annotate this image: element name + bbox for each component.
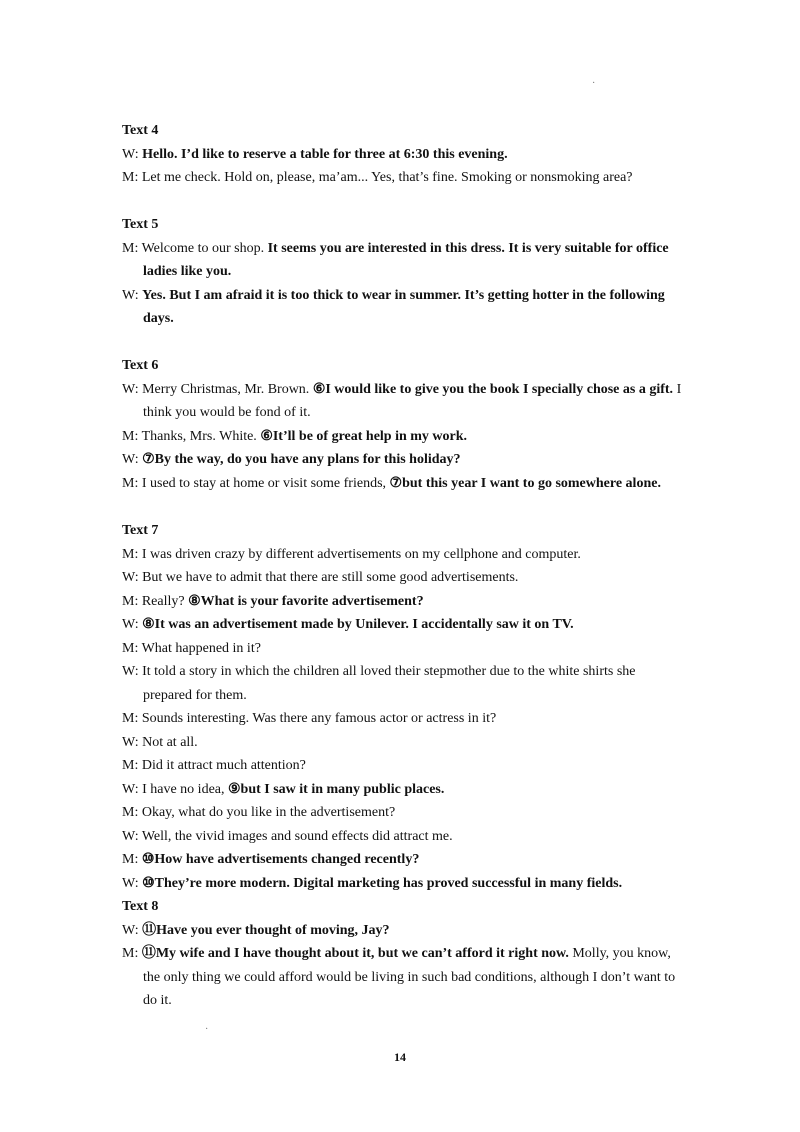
section-title: Text 5: [122, 217, 159, 232]
text-segment: M: Thanks, Mrs. White.: [122, 428, 261, 444]
bold-text: ⑥I would like to give you the book I specially chose as a gift.: [312, 381, 674, 397]
bold-text: ⑧What is your favorite advertisement?: [188, 593, 424, 609]
dialogue-line: [122, 660, 682, 707]
section-text-5: [122, 213, 682, 331]
bold-text: ⑪My wife and I have thought about it, but we can’t afford it right now.: [141, 946, 569, 961]
dialogue-line: [122, 919, 682, 943]
text-segment: M: Really?: [122, 593, 189, 609]
section-text-7: [122, 519, 682, 895]
text-segment: W:: [122, 922, 143, 938]
dialogue-line: [122, 143, 682, 167]
text-segment: W: But we have to admit that there are still some good advertisements.: [122, 570, 519, 585]
dialogue-line: [122, 448, 682, 472]
text-segment: W:: [122, 146, 143, 162]
dialogue-line: [122, 637, 682, 661]
text-segment: M: What happened in it?: [122, 640, 261, 656]
section-text-6: [122, 354, 682, 495]
text-segment: M:: [122, 852, 142, 867]
text-segment: W: Merry Christmas, Mr. Brown.: [122, 381, 313, 397]
text-segment: W:: [122, 287, 143, 303]
text-segment: W: I have no idea,: [122, 781, 228, 797]
text-segment: W: Well, the vivid images and sound effects did attract me.: [122, 828, 453, 844]
dialogue-line: [122, 801, 682, 825]
dialogue-line: [122, 543, 682, 567]
dialogue-line: [122, 378, 682, 425]
dialogue-line: [122, 778, 682, 802]
text-segment: M:: [122, 946, 142, 961]
dialogue-line: [122, 754, 682, 778]
text-segment: M: I used to stay at home or visit some friends,: [122, 475, 390, 491]
dialogue-line: [122, 590, 682, 614]
dialogue-line: [122, 848, 682, 872]
bold-text: ⑪Have you ever thought of moving, Jay?: [142, 922, 390, 938]
section-title: Text 8: [122, 899, 159, 914]
bold-text: ⑥It’ll be of great help in my work.: [260, 428, 468, 444]
text-segment: W:: [122, 452, 143, 467]
dialogue-line: [122, 825, 682, 849]
dialogue-line: [122, 425, 682, 449]
text-segment: M: Welcome to our shop.: [122, 240, 268, 256]
text-segment: M: Let me check. Hold on, please, ma’am... Yes, that’s fine. Smoking or nonsmoking area?: [122, 170, 633, 185]
scan-dot: ·: [205, 1024, 209, 1035]
dialogue-line: [122, 472, 682, 496]
text-segment: M: Sounds interesting. Was there any famous actor or actress in it?: [122, 711, 497, 726]
dialogue-line: [122, 731, 682, 755]
text-segment: M: Okay, what do you like in the advertisement?: [122, 805, 396, 820]
text-segment: W:: [122, 617, 143, 632]
bold-text: Hello. I’d like to reserve a table for three at 6:30 this evening.: [142, 146, 508, 162]
text-segment: Molly, you know, the only thing we could afford would be living in such bad conditions, although I don’t want to do it.: [143, 946, 676, 1008]
dialogue-line: [122, 942, 682, 1013]
bold-text: ⑦By the way, do you have any plans for this holiday?: [142, 452, 461, 467]
section-title: Text 4: [122, 123, 159, 138]
dialogue-line: [122, 166, 682, 190]
section-title: Text 6: [122, 358, 159, 373]
scan-dot: ·: [592, 78, 596, 89]
section-title: Text 7: [122, 523, 159, 538]
bold-text: ⑧It was an advertisement made by Unilever. I accidentally saw it on TV.: [142, 617, 574, 632]
text-segment: W: It told a story in which the children all loved their stepmother due to the white shirts she prepared for them.: [122, 664, 636, 703]
bold-text: ⑨but I saw it in many public places.: [228, 781, 445, 797]
dialogue-line: [122, 566, 682, 590]
dialogue-line: [122, 237, 682, 284]
dialogue-line: [122, 872, 682, 896]
text-segment: I think you would be fond of it.: [143, 381, 682, 420]
bold-text: It seems you are interested in this dress. It is very suitable for office ladies like you.: [143, 240, 669, 279]
text-segment: M: I was driven crazy by different advertisements on my cellphone and computer.: [122, 546, 581, 562]
dialogue-line: [122, 613, 682, 637]
bold-text: ⑩How have advertisements changed recently?: [141, 852, 420, 867]
text-segment: M: Did it attract much attention?: [122, 758, 306, 773]
page-number: 14: [394, 1050, 406, 1064]
bold-text: ⑦but this year I want to go somewhere alone.: [389, 475, 661, 491]
section-text-8: [122, 895, 682, 1013]
dialogue-line: [122, 707, 682, 731]
bold-text: ⑩They’re more modern. Digital marketing has proved successful in many fields.: [142, 875, 623, 891]
text-segment: W:: [122, 875, 143, 891]
section-text-4: [122, 119, 682, 190]
text-segment: W: Not at all.: [122, 734, 198, 750]
bold-text: Yes. But I am afraid it is too thick to wear in summer. It’s getting hotter in the following days.: [142, 287, 665, 326]
dialogue-line: [122, 284, 682, 331]
